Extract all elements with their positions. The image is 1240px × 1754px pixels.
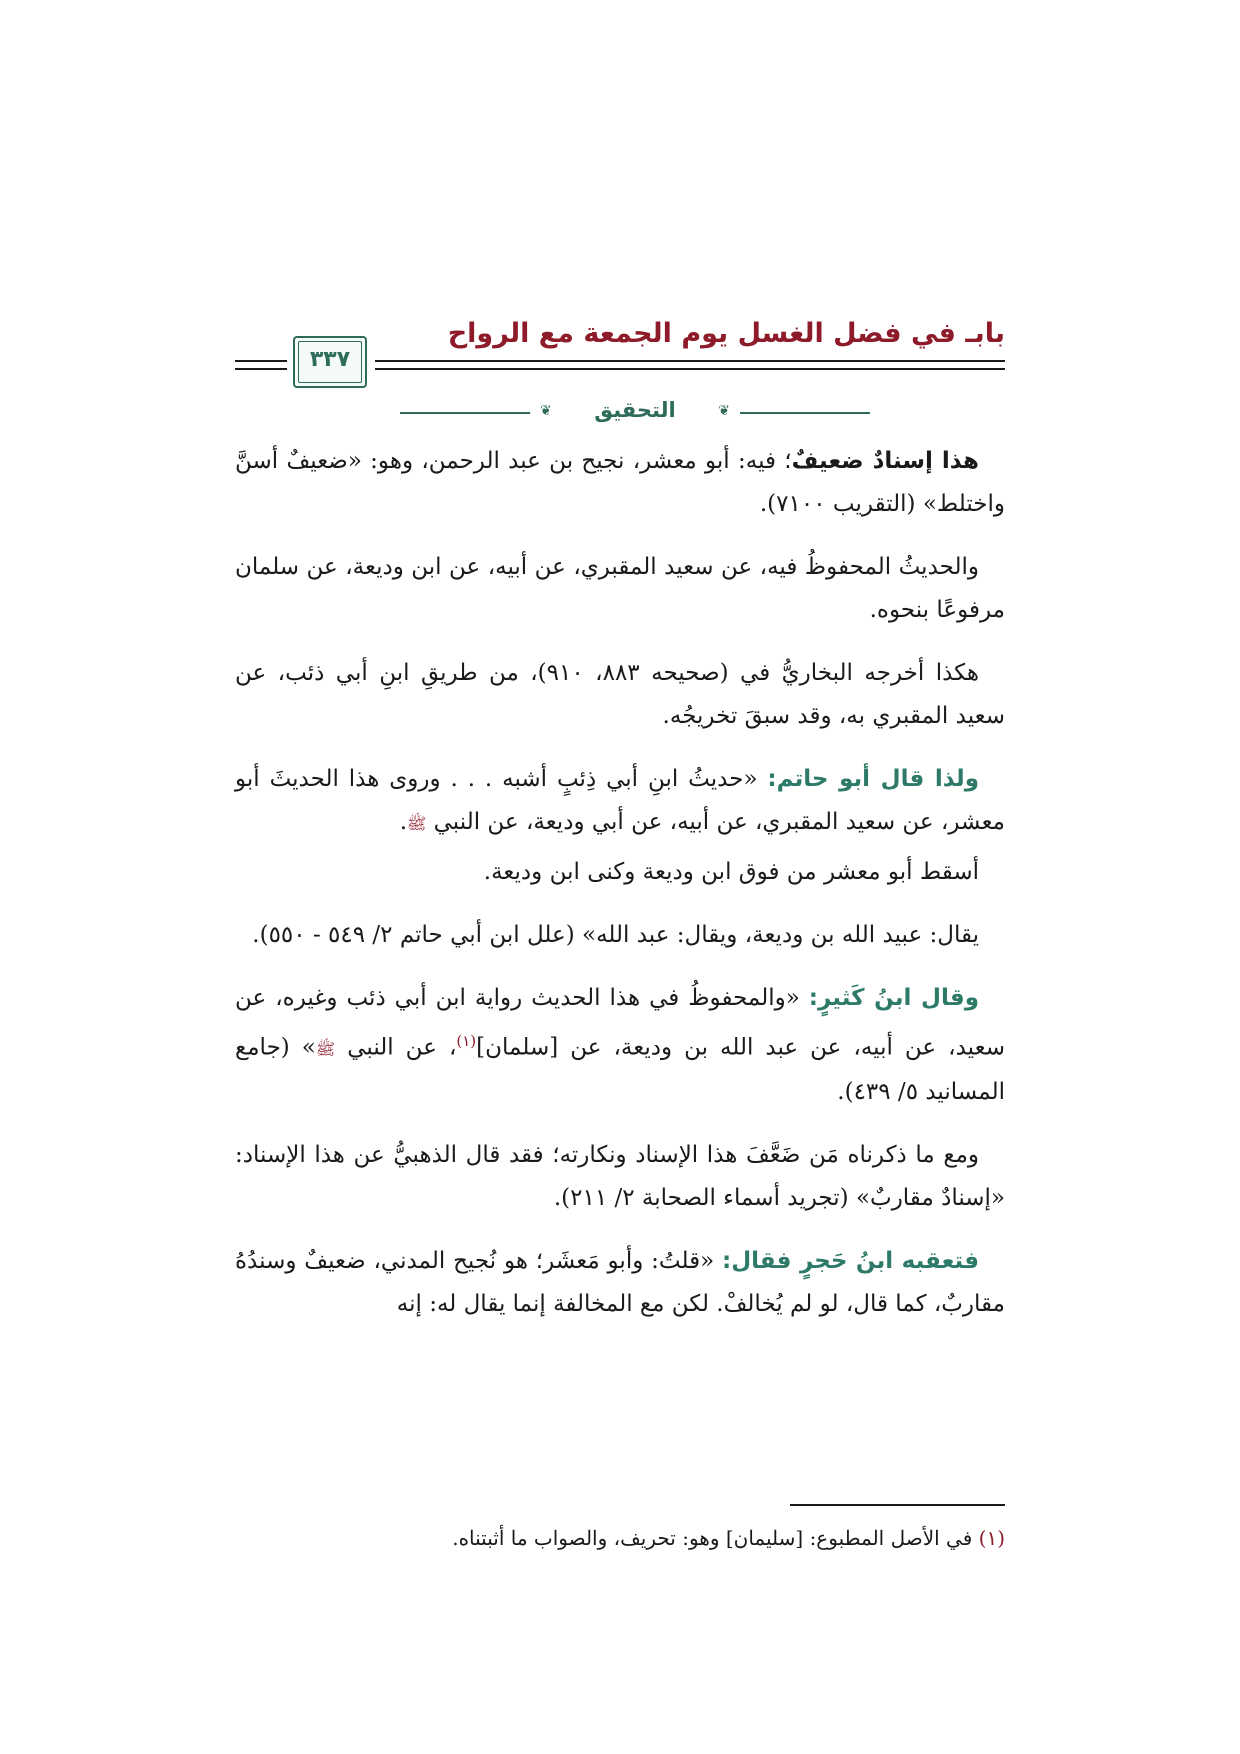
- paragraph-text: «قلتُ: وأبو مَعشَر؛ هو نُجيح المدني، ضعيفٌ وسندُهُ مقاربٌ، كما قال، لو لم يُخالفْ. لكن مع المخالفة إنما يقال له: إنه: [235, 1247, 1005, 1317]
- paragraph: [235, 1134, 1005, 1220]
- lead-phrase: ولذا قال أبو حاتم:: [767, 766, 979, 792]
- paragraph: [235, 977, 1005, 1114]
- salawat-glyph: ﷺ: [407, 814, 427, 833]
- footnote-text: في الأصل المطبوع: [سليمان] وهو: تحريف، والصواب ما أثبتناه.: [452, 1526, 979, 1550]
- paragraph-text: ومع ما ذكرناه مَن ضَعَّفَ هذا الإسناد ونكارته؛ فقد قال الذهبيُّ عن هذا الإسناد: «إسنادٌ مقاربٌ» (تجريد أسماء الصحابة ٢/ ٢١١).: [235, 1141, 1005, 1211]
- salawat-glyph: ﷺ: [315, 1039, 336, 1059]
- paragraph: [235, 652, 1005, 738]
- footnote-separator: [790, 1504, 1005, 1506]
- header-rule-bottom: [375, 368, 1005, 370]
- paragraph-text: «والمحفوظُ في هذا الحديث رواية ابن أبي ذئب وغيره، عن سعيد، عن أبيه، عن عبد الله بن وديعة، عن [سلمان]: [235, 985, 1005, 1061]
- lead-phrase: هذا إسنادٌ ضعيفٌ: [791, 448, 980, 474]
- lead-phrase: وقال ابنُ كَثيرٍ:: [808, 985, 979, 1011]
- footnote: [235, 1520, 1005, 1556]
- paragraph-text: يقال: عبيد الله بن وديعة، ويقال: عبد الله» (علل ابن أبي حاتم ٢/ ٥٤٩ - ٥٥٠).: [252, 922, 979, 948]
- lead-phrase: فتعقبه ابنُ حَجرٍ فقال:: [722, 1247, 980, 1274]
- body-text: [235, 440, 1005, 1346]
- section-divider: [400, 398, 870, 426]
- section-label: التحقيق: [594, 398, 676, 422]
- paragraph-tail: » (جامع المسانيد ٥/ ٤٣٩).: [235, 1034, 1005, 1105]
- paragraph: [235, 851, 1005, 894]
- divider-line-right: [740, 412, 870, 414]
- paragraph-mid: ، عن النبي: [335, 1034, 457, 1061]
- paragraph: [235, 914, 1005, 957]
- paragraph-text: هكذا أخرجه البخاريُّ في (صحيحه ٨٨٣، ٩١٠)، من طريقِ ابنِ أبي ذئب، عن سعيد المقبري به، وقد سبقَ تخريجُه.: [235, 660, 1005, 729]
- paragraph-tail: .: [399, 809, 407, 835]
- page-header: [235, 318, 1005, 394]
- paragraph: [235, 546, 1005, 632]
- paragraph: [235, 1240, 1005, 1326]
- paragraph-text: ؛ فيه: أبو معشر، نجيح بن عبد الرحمن، وهو: «ضعيفٌ أسنَّ واختلط» (التقريب ٧١٠٠).: [235, 448, 1005, 517]
- page-number-frame: [293, 336, 367, 388]
- footnote-reference[interactable]: (١): [456, 1032, 477, 1050]
- paragraph-text: «حديثُ ابنِ أبي ذِئبٍ أشبه . . . وروى هذا الحديثَ أبو معشر، عن سعيد المقبري، عن أبيه، عن أبي وديعة، عن النبي: [235, 766, 1005, 835]
- header-rule-left-bottom: [235, 368, 287, 370]
- chapter-title: بابـ في فضل الغسل يوم الجمعة مع الرواح: [447, 318, 1005, 349]
- header-rule-top: [375, 360, 1005, 362]
- paragraph-text: والحديثُ المحفوظُ فيه، عن سعيد المقبري، عن أبيه، عن ابن وديعة، عن سلمان مرفوعًا بنحوه.: [235, 554, 1005, 623]
- footnote-number: (١): [978, 1526, 1005, 1550]
- ornament-icon: ❦: [540, 403, 552, 419]
- paragraph: [235, 440, 1005, 526]
- ornament-icon: ❦: [718, 403, 730, 419]
- paragraph-text: أسقط أبو معشر من فوق ابن وديعة وكنى ابن وديعة.: [483, 859, 979, 885]
- paragraph: [235, 758, 1005, 845]
- page-number: ٣٣٧: [309, 347, 351, 372]
- header-rule-left-top: [235, 360, 287, 362]
